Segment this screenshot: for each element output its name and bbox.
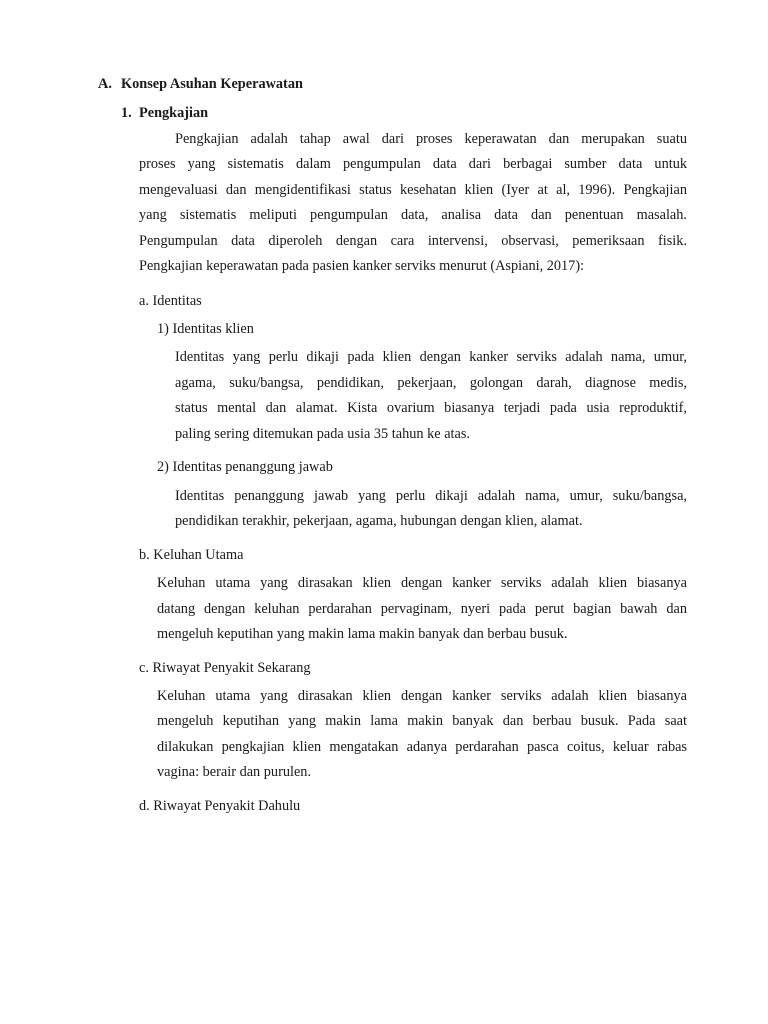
item-c-line: vagina: berair dan purulen. (157, 764, 312, 780)
intro-line: Pengkajian adalah tahap awal dari proses keperawatan dan merupakan suatu (175, 131, 687, 147)
item-a2-line: pendidikan terakhir, pekerjaan, agama, hubungan dengan klien, alamat. (175, 513, 583, 529)
item-c-line: dilakukan pengkajian klien mengatakan adanya perdarahan pasca coitus, keluar rabas (157, 739, 687, 755)
intro-line: Pengkajian keperawatan pada pasien kanker serviks menurut (Aspiani, 2017): (139, 258, 585, 274)
item-c-line: Keluhan utama yang dirasakan klien dengan kanker serviks adalah klien biasanya (157, 688, 687, 704)
intro-line: proses yang sistematis dalam pengumpulan data dari berbagai sumber data untuk (139, 156, 687, 172)
item-b-heading: b. Keluhan Utama (139, 547, 244, 563)
intro-line: Pengumpulan data diperoleh dengan cara intervensi, observasi, pemeriksaan fisik. (139, 233, 687, 249)
item-a1-line: paling sering ditemukan pada usia 35 tahun ke atas. (175, 426, 470, 442)
item-a1-line: Identitas yang perlu dikaji pada klien dengan kanker serviks adalah nama, umur, (175, 349, 687, 365)
item-c-heading: c. Riwayat Penyakit Sekarang (139, 660, 311, 676)
section-a-marker: A. (98, 76, 112, 92)
intro-line: mengevaluasi dan mengidentifikasi status kesehatan klien (Iyer at al, 1996). Pengkajian (139, 182, 687, 198)
item-a1-line: agama, suku/bangsa, pendidikan, pekerjaan, golongan darah, diagnose medis, (175, 375, 687, 391)
item-b-line: Keluhan utama yang dirasakan klien dengan kanker serviks adalah klien biasanya (157, 575, 687, 591)
item-b-line: datang dengan keluhan perdarahan pervaginam, nyeri pada perut bagian bawah dan (157, 601, 687, 617)
item-c-line: mengeluh keputihan yang makin lama makin banyak dan berbau busuk. Pada saat (157, 713, 687, 729)
item-a2-line: Identitas penanggung jawab yang perlu dikaji adalah nama, umur, suku/bangsa, (175, 488, 687, 504)
item-d-heading: d. Riwayat Penyakit Dahulu (139, 798, 301, 814)
subsection-1-marker: 1. (121, 105, 132, 121)
intro-line: yang sistematis meliputi pengumpulan data, analisa data dan penentuan masalah. (139, 207, 687, 223)
section-a-title: Konsep Asuhan Keperawatan (121, 76, 303, 92)
item-a1-line: status mental dan alamat. Kista ovarium biasanya terjadi pada usia reproduktif, (175, 400, 687, 416)
item-b-line: mengeluh keputihan yang makin lama makin banyak dan berbau busuk. (157, 626, 568, 642)
item-a2-heading: 2) Identitas penanggung jawab (157, 459, 333, 475)
item-a1-heading: 1) Identitas klien (157, 321, 254, 337)
item-a-heading: a. Identitas (139, 293, 202, 309)
subsection-1-title: Pengkajian (139, 105, 209, 121)
